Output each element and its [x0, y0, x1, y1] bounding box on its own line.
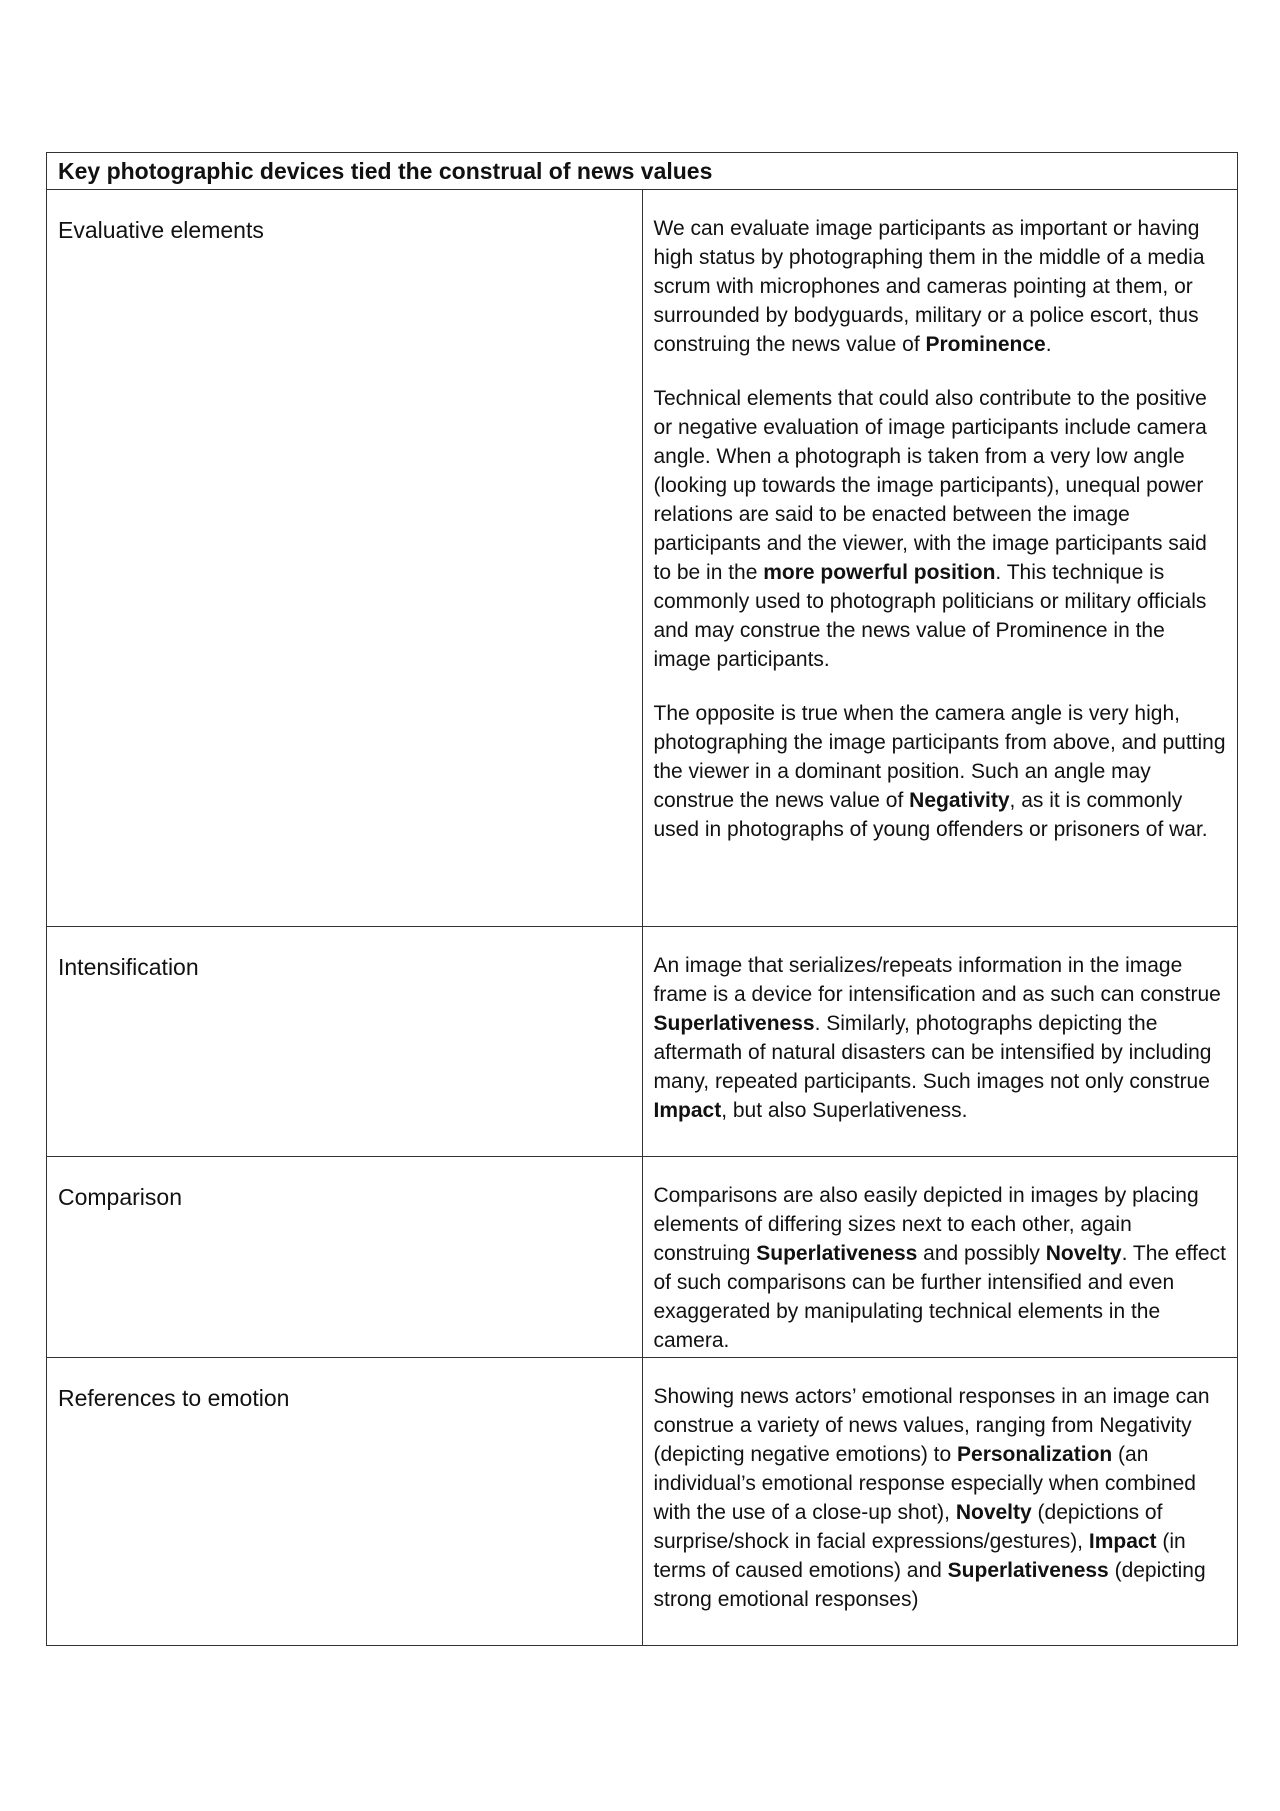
bold-term: Superlativeness: [653, 1012, 815, 1035]
bold-term: Negativity: [909, 789, 1010, 812]
text-run: , as it is commonly used in photographs of young offenders or prisoners of war.: [653, 789, 1208, 841]
row-label: Evaluative elements: [47, 190, 643, 927]
bold-term: Impact: [1088, 1530, 1157, 1553]
row-label: Intensification: [47, 927, 643, 1157]
description-paragraph: [654, 951, 1227, 1125]
table-row: [47, 1157, 1238, 1358]
text-run: and possibly: [917, 1242, 1046, 1265]
row-description: [642, 927, 1238, 1157]
bold-term: more powerful position: [763, 561, 996, 584]
table-row: [47, 927, 1238, 1157]
bold-term: Novelty: [1045, 1242, 1122, 1265]
row-label: Comparison: [47, 1157, 643, 1358]
row-description: [642, 1157, 1238, 1358]
text-run: Comparisons are also easily depicted in images by placing elements of differing sizes next to each other, again construing: [653, 1184, 1199, 1265]
bold-term: Superlativeness: [756, 1242, 918, 1265]
bold-term: Impact: [653, 1099, 722, 1122]
description-paragraph: [654, 1382, 1227, 1614]
bold-term: Prominence: [925, 333, 1046, 356]
text-run: .: [1045, 333, 1052, 356]
text-run: (depictions of surprise/shock in facial expressions/gestures),: [653, 1501, 1163, 1553]
text-run: , but also Superlativeness.: [721, 1099, 968, 1122]
row-description: [642, 1358, 1238, 1646]
table-row: [47, 1358, 1238, 1646]
table-title-row: [47, 153, 1238, 190]
bold-term: Superlativeness: [947, 1559, 1109, 1582]
bold-term: Personalization: [957, 1443, 1113, 1466]
text-run: Showing news actors’ emotional responses in an image can construe a variety of news values, ranging from Negativity (depicting negative emotions) to: [653, 1385, 1210, 1466]
text-run: (in terms of caused emotions) and: [653, 1530, 1186, 1582]
text-run: An image that serializes/repeats information in the image frame is a device for intensification and as such can construe: [653, 954, 1221, 1006]
bold-term: Novelty: [955, 1501, 1032, 1524]
text-run: We can evaluate image participants as important or having high status by photographing them in the middle of a media scrum with microphones and cameras pointing at them, or surrounded by bodyguards, military or a police escort, thus construing the news value of: [653, 217, 1205, 356]
text-run: The opposite is true when the camera angle is very high, photographing the image participants from above, and putting the viewer in a dominant position. Such an angle may construe the news value of: [653, 702, 1226, 812]
text-run: . The effect of such comparisons can be further intensified and even exaggerated by manipulating technical elements in the camera.: [653, 1242, 1226, 1352]
table-title: Key photographic devices tied the construal of news values: [47, 153, 1238, 190]
text-run: Technical elements that could also contribute to the positive or negative evaluation of image participants include camera angle. When a photograph is taken from a very low angle (looking up towards the image participants), unequal power relations are said to be enacted between the image participants and the viewer, with the image participants said to be in the: [653, 387, 1207, 584]
description-paragraph: [654, 699, 1227, 844]
table-row: [47, 190, 1238, 927]
description-paragraph: [654, 384, 1227, 674]
text-run: (depicting strong emotional responses): [653, 1559, 1206, 1611]
text-run: . Similarly, photographs depicting the aftermath of natural disasters can be intensified by including many, repeated participants. Such images not only construe: [653, 1012, 1212, 1093]
row-label: References to emotion: [47, 1358, 643, 1646]
text-run: . This technique is commonly used to photograph politicians or military officials and may construe the news value of Prominence in the image participants.: [653, 561, 1207, 671]
news-values-table: [46, 152, 1238, 1646]
description-paragraph: [654, 214, 1227, 359]
description-paragraph: [654, 1181, 1227, 1355]
row-description: [642, 190, 1238, 927]
text-run: (an individual’s emotional response especially when combined with the use of a close-up shot),: [653, 1443, 1196, 1524]
